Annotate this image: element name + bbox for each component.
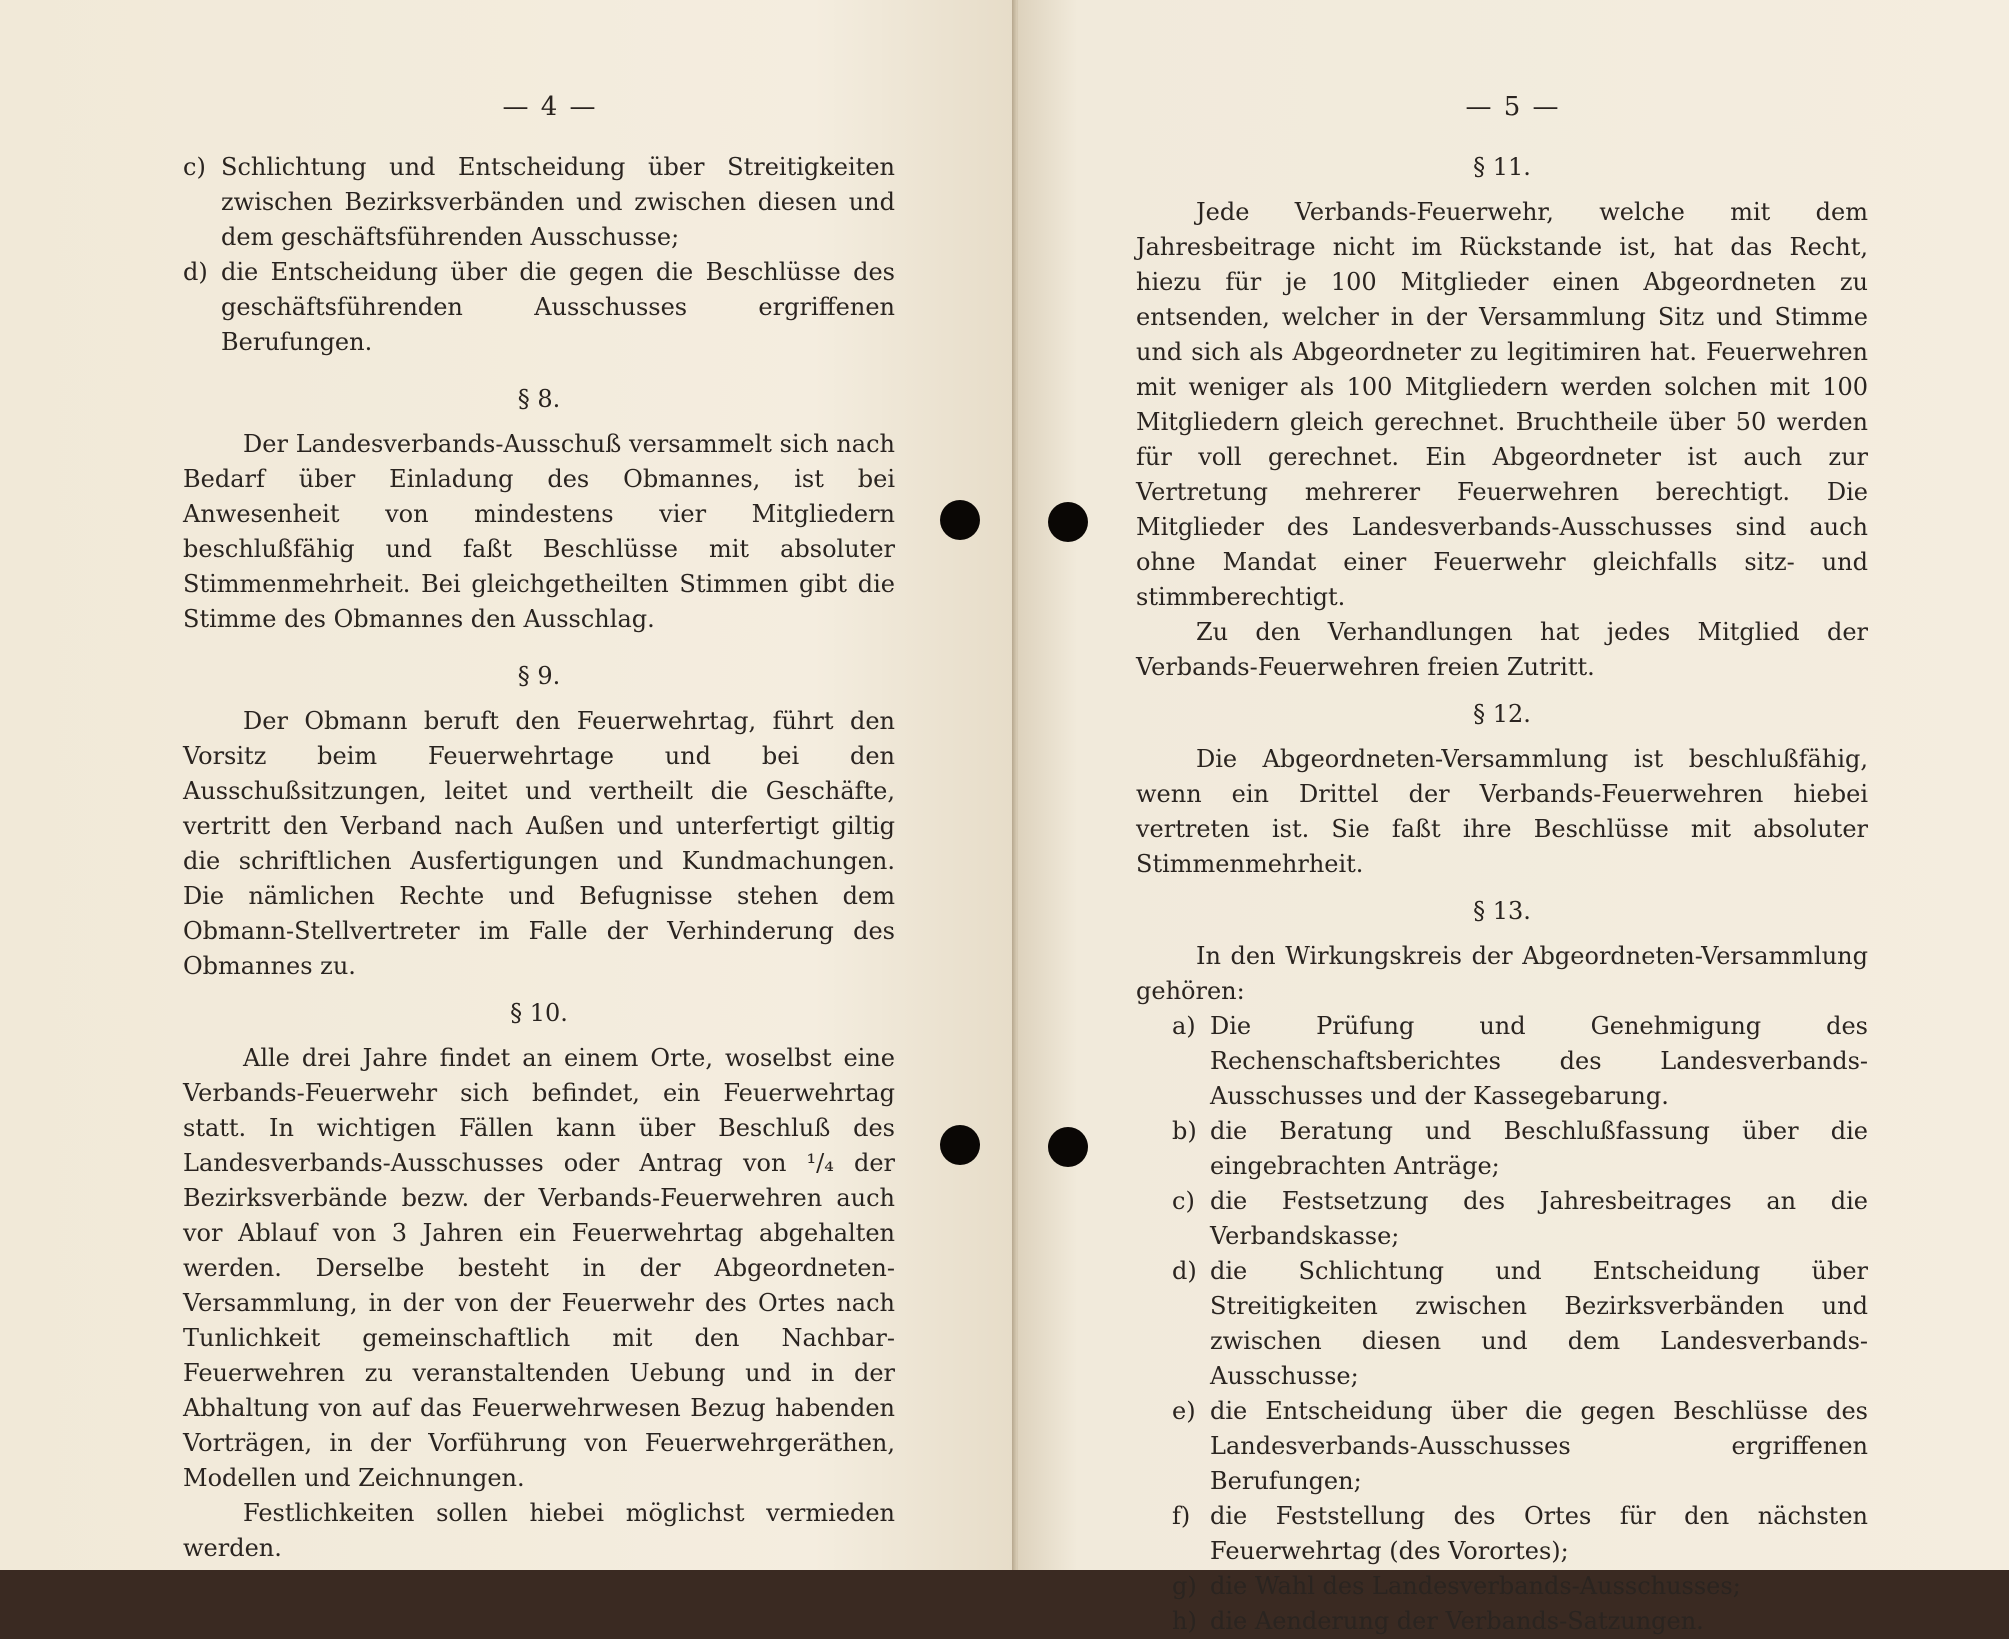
item-label: b) bbox=[1172, 1117, 1197, 1145]
item-label: a) bbox=[1172, 1012, 1196, 1040]
item-text: die Aenderung der Verbands-Satzungen. bbox=[1210, 1607, 1704, 1635]
list-item bbox=[1172, 1569, 1868, 1604]
section-heading: § 8. bbox=[517, 385, 561, 413]
left-page bbox=[0, 0, 1018, 1570]
competence-list bbox=[1136, 1009, 1868, 1639]
list-item bbox=[1172, 1114, 1868, 1184]
punch-hole bbox=[1048, 502, 1088, 542]
list-item bbox=[183, 255, 895, 360]
item-label: e) bbox=[1172, 1397, 1196, 1425]
item-text: Die Prüfung und Genehmigung des Rechenschaftsberichtes des Landesverbands-Ausschusses und der Kassegebarung. bbox=[1210, 1012, 1868, 1110]
item-text: die Feststellung des Ortes für den nächsten Feuerwehrtag (des Vorortes); bbox=[1210, 1502, 1868, 1565]
paragraph: Der Landesverbands-Ausschuß versammelt sich nach Bedarf über Einladung des Obmannes, ist bei Anwesenheit von mindestens vier Mitgliedern beschlußfähig und faßt Beschlüsse mit absoluter Stimmenmehrheit. Bei gleichgetheilten Stimmen gibt die Stimme des Obmannes den Ausschlag. bbox=[183, 430, 895, 633]
item-text: Schlichtung und Entscheidung über Streitigkeiten zwischen Bezirksverbänden und zwischen diesen und dem geschäftsführenden Ausschusse; bbox=[221, 153, 895, 251]
section-heading: § 11. bbox=[1473, 153, 1531, 181]
page-number: — 4 — bbox=[502, 92, 598, 122]
punch-hole bbox=[940, 500, 980, 540]
section-heading: § 12. bbox=[1473, 700, 1531, 728]
item-text: die Entscheidung über die gegen Beschlüsse des Landesverbands-Ausschusses ergriffenen Berufungen; bbox=[1210, 1397, 1868, 1495]
item-text: die Entscheidung über die gegen die Beschlüsse des geschäftsführenden Ausschusses ergriffenen Berufungen. bbox=[221, 258, 895, 356]
item-label: h) bbox=[1172, 1607, 1197, 1635]
right-page-text bbox=[1136, 150, 1868, 1639]
list-item bbox=[1172, 1604, 1868, 1639]
section-heading: § 13. bbox=[1473, 897, 1531, 925]
right-page bbox=[1018, 0, 2009, 1635]
paragraph: Der Obmann beruft den Feuerwehrtag, führt den Vorsitz beim Feuerwehrtage und bei den Ausschußsitzungen, leitet und vertheilt die Geschäfte, vertritt den Verband nach Außen und unterfertigt giltig die schriftlichen Ausfertigungen und Kundmachungen. Die nämlichen Rechte und Befugnisse stehen dem Obmann-Stellvertreter im Falle der Verhinderung des Obmannes zu. bbox=[183, 707, 895, 980]
item-label: f) bbox=[1172, 1502, 1191, 1530]
item-label: d) bbox=[1172, 1257, 1197, 1285]
paragraph: Festlichkeiten sollen hiebei möglichst vermieden werden. bbox=[183, 1499, 895, 1562]
item-label: g) bbox=[1172, 1572, 1197, 1600]
list-item bbox=[1172, 1394, 1868, 1499]
section-heading: § 9. bbox=[517, 662, 561, 690]
page-number: — 5 — bbox=[1465, 92, 1561, 122]
paragraph: Zu den Verhandlungen hat jedes Mitglied der Verbands-Feuerwehren freien Zutritt. bbox=[1136, 618, 1868, 681]
paragraph: In den Wirkungskreis der Abgeordneten-Versammlung gehören: bbox=[1136, 942, 1868, 1005]
list-item bbox=[1172, 1499, 1868, 1569]
item-text: die Beratung und Beschlußfassung über die eingebrachten Anträge; bbox=[1210, 1117, 1868, 1180]
left-page-text bbox=[183, 150, 895, 1566]
item-label: d) bbox=[183, 258, 208, 286]
list-item bbox=[1172, 1254, 1868, 1394]
item-label: c) bbox=[1172, 1187, 1195, 1215]
paragraph: Jede Verbands-Feuerwehr, welche mit dem Jahresbeitrage nicht im Rückstande ist, hat das Recht, hiezu für je 100 Mitglieder einen Abgeordneten zu entsenden, welcher in der Versammlung Sitz und Stimme und sich als Abgeordneter zu legitimiren hat. Feuerwehren mit weniger als 100 Mitgliedern werden solchen mit 100 Mitgliedern gleich gerechnet. Bruchtheile über 50 werden für voll gerechnet. Ein Abgeordneter ist auch zur Vertretung mehrerer Feuerwehren berechtigt. Die Mitglieder des Landesverbands-Ausschusses sind auch ohne Mandat einer Feuerwehr gleichfalls sitz- und stimmberechtigt. bbox=[1136, 198, 1868, 611]
paragraph: Alle drei Jahre findet an einem Orte, woselbst eine Verbands-Feuerwehr sich befindet, ein Feuerwehrtag statt. In wichtigen Fällen kann über Beschluß des Landesverbands-Ausschusses oder Antrag von ¹/₄ der Bezirksverbände bezw. der Verbands-Feuerwehren auch vor Ablauf von 3 Jahren ein Feuerwehrtag abgehalten werden. Derselbe besteht in der Abgeordneten-Versammlung, in der von der Feuerwehr des Ortes nach Tunlichkeit gemeinschaftlich mit den Nachbar-Feuerwehren zu veranstaltenden Uebung und in der Abhaltung von auf das Feuerwehrwesen Bezug habenden Vorträgen, in der Vorführung von Feuerwehrgeräthen, Modellen und Zeichnungen. bbox=[183, 1044, 895, 1492]
punch-hole bbox=[1048, 1127, 1088, 1167]
item-text: die Festsetzung des Jahresbeitrages an die Verbandskasse; bbox=[1210, 1187, 1868, 1250]
punch-hole bbox=[940, 1125, 980, 1165]
list-item bbox=[1172, 1009, 1868, 1114]
list-item bbox=[1172, 1184, 1868, 1254]
item-text: die Schlichtung und Entscheidung über Streitigkeiten zwischen Bezirksverbänden und zwischen diesen und dem Landesverbands-Ausschusse; bbox=[1210, 1257, 1868, 1390]
section-heading: § 10. bbox=[510, 999, 568, 1027]
item-text: die Wahl des Landesverbands-Ausschusses; bbox=[1210, 1572, 1741, 1600]
paragraph: Die Abgeordneten-Versammlung ist beschlußfähig, wenn ein Drittel der Verbands-Feuerwehren hiebei vertreten ist. Sie faßt ihre Beschlüsse mit absoluter Stimmenmehrheit. bbox=[1136, 745, 1868, 878]
item-label: c) bbox=[183, 153, 206, 181]
list-item bbox=[183, 150, 895, 255]
